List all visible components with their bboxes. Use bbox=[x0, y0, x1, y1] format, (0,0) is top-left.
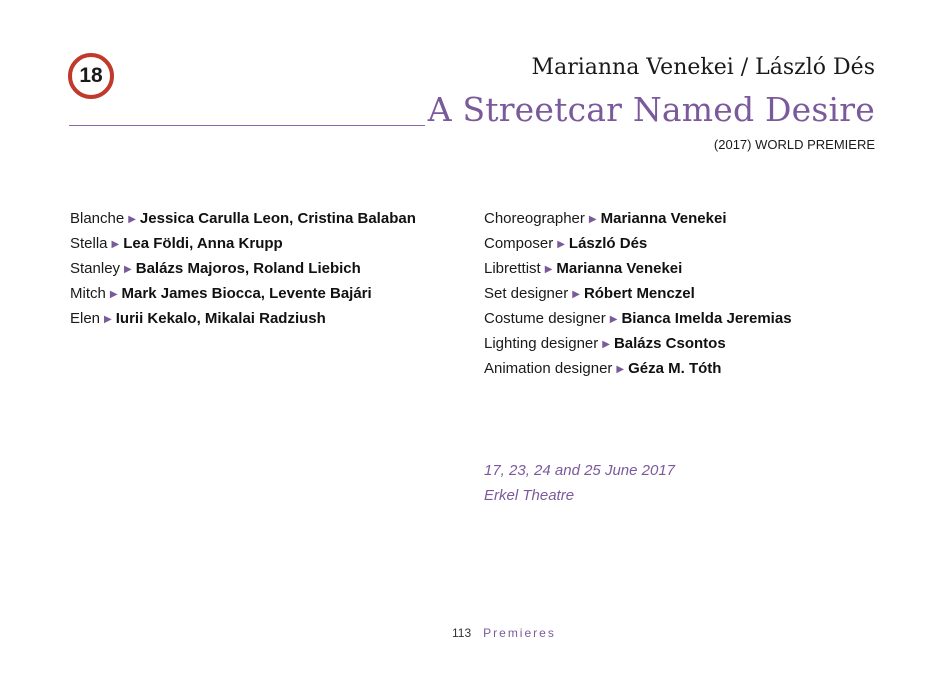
role-label: Blanche bbox=[70, 210, 125, 227]
arrow-right-icon: ▶ bbox=[111, 239, 120, 250]
arrow-right-icon: ▶ bbox=[124, 264, 132, 275]
arrow-right-icon: ▶ bbox=[609, 314, 618, 325]
crew-item bbox=[484, 231, 792, 256]
role-label: Set designer bbox=[484, 285, 569, 302]
arrow-right-icon: ▶ bbox=[109, 289, 118, 300]
age-rating-number: 18 bbox=[79, 64, 103, 87]
crew-item bbox=[484, 306, 792, 331]
title-rule-divider bbox=[69, 125, 425, 126]
arrow-right-icon: ▶ bbox=[616, 364, 625, 375]
performer-names: Jessica Carulla Leon, Cristina Balaban bbox=[139, 210, 416, 227]
arrow-right-icon: ▶ bbox=[128, 214, 136, 225]
crew-item bbox=[484, 206, 792, 231]
crew-item bbox=[484, 356, 792, 381]
performance-info bbox=[484, 458, 675, 508]
crew-names: Bianca Imelda Jeremias bbox=[621, 310, 792, 327]
crew-names: Géza M. Tóth bbox=[628, 360, 722, 377]
premiere-subtitle: (2017) WORLD PREMIERE bbox=[713, 137, 875, 152]
crew-names: Marianna Venekei bbox=[600, 210, 727, 227]
role-label: Animation designer bbox=[484, 360, 613, 377]
authors: Marianna Venekei / László Dés bbox=[531, 55, 875, 80]
cast-item bbox=[70, 256, 416, 281]
crew-names: Marianna Venekei bbox=[556, 260, 683, 277]
crew-names: Balázs Csontos bbox=[613, 335, 726, 352]
performer-names: Mark James Biocca, Levente Bajári bbox=[121, 285, 372, 302]
cast-item bbox=[70, 281, 416, 306]
creative-team-list bbox=[484, 206, 792, 381]
role-label: Elen bbox=[70, 310, 101, 327]
section-name: Premieres bbox=[483, 626, 556, 640]
cast-item bbox=[70, 306, 416, 331]
arrow-right-icon: ▶ bbox=[557, 239, 565, 250]
arrow-right-icon: ▶ bbox=[572, 289, 580, 300]
role-label: Librettist bbox=[484, 260, 541, 277]
crew-item bbox=[484, 331, 792, 356]
performer-names: Iurii Kekalo, Mikalai Radziush bbox=[115, 310, 326, 327]
page-number: 113 bbox=[452, 626, 472, 640]
cast-item bbox=[70, 231, 416, 256]
cast-item bbox=[70, 206, 416, 231]
role-label: Mitch bbox=[70, 285, 106, 302]
crew-item bbox=[484, 256, 792, 281]
role-label: Composer bbox=[484, 235, 554, 252]
role-label: Choreographer bbox=[484, 210, 585, 227]
performer-names: Balázs Majoros, Roland Liebich bbox=[135, 260, 361, 277]
crew-item bbox=[484, 281, 792, 306]
role-label: Stella bbox=[70, 235, 108, 252]
arrow-right-icon: ▶ bbox=[104, 314, 112, 325]
crew-names: László Dés bbox=[568, 235, 648, 252]
cast-list bbox=[70, 206, 416, 331]
venue: Erkel Theatre bbox=[484, 487, 575, 504]
performance-dates: 17, 23, 24 and 25 June 2017 bbox=[484, 462, 676, 479]
role-label: Stanley bbox=[70, 260, 121, 277]
age-rating-badge bbox=[68, 53, 114, 99]
crew-names: Róbert Menczel bbox=[583, 285, 695, 302]
arrow-right-icon: ▶ bbox=[588, 214, 597, 225]
page-footer bbox=[452, 626, 556, 640]
arrow-right-icon: ▶ bbox=[602, 339, 610, 350]
page-title: A Streetcar Named Desire bbox=[427, 90, 875, 129]
role-label: Lighting designer bbox=[484, 335, 599, 352]
role-label: Costume designer bbox=[484, 310, 606, 327]
arrow-right-icon: ▶ bbox=[544, 264, 553, 275]
performer-names: Lea Földi, Anna Krupp bbox=[123, 235, 283, 252]
